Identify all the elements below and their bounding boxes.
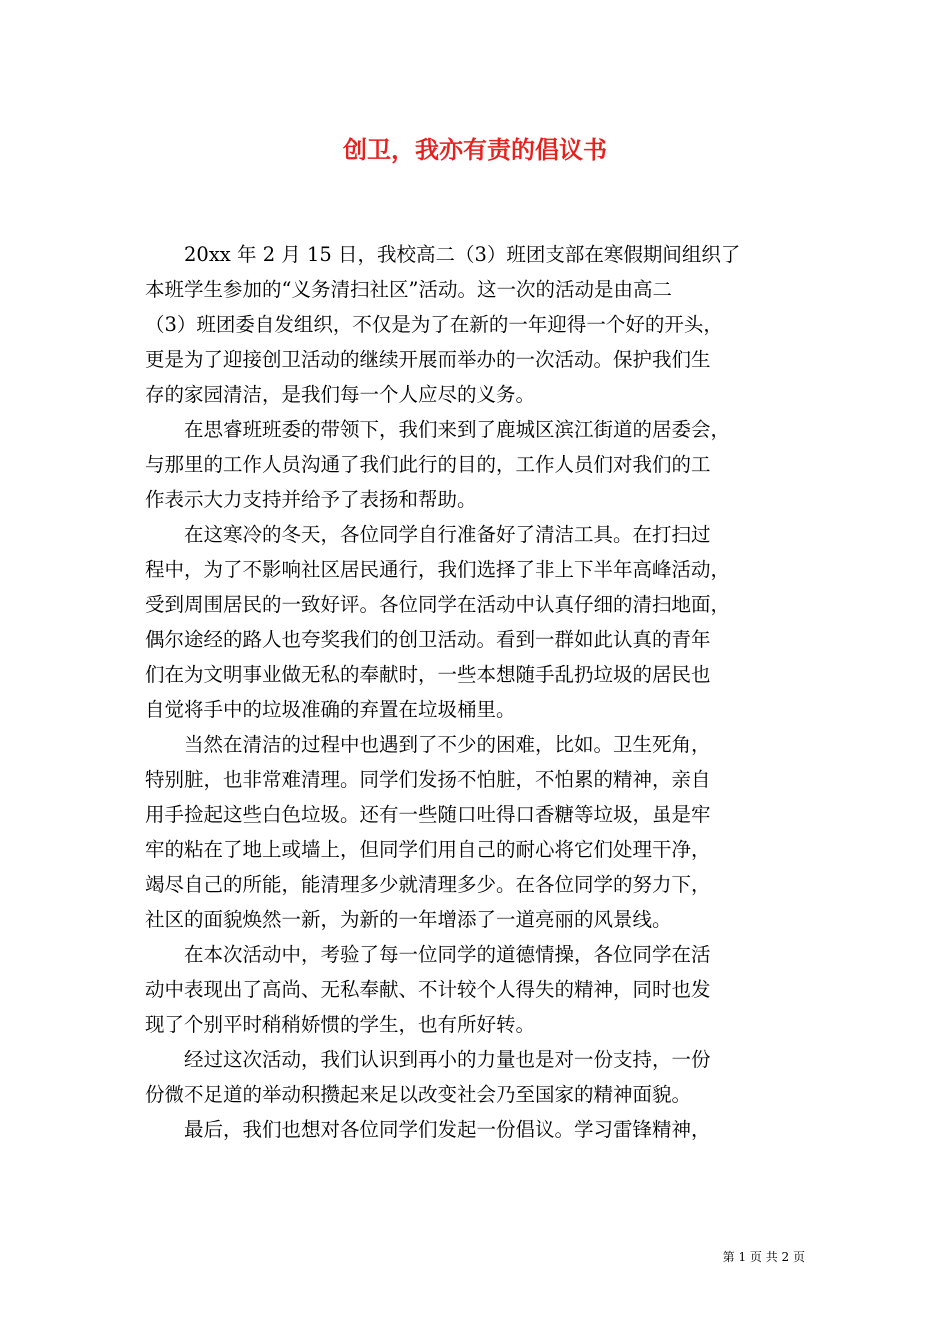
- text-line: 竭尽自己的所能，能清理多少就清理多少。在各位同学的努力下，: [145, 873, 711, 896]
- text-line: 在这寒冷的冬天，各位同学自行准备好了清洁工具。在打扫过: [184, 523, 711, 546]
- text-line: 存的家园清洁，是我们每一个人应尽的义务。: [145, 383, 536, 406]
- text-line: 自觉将手中的垃圾准确的弃置在垃圾桶里。: [145, 698, 516, 721]
- text-line: 更是为了迎接创卫活动的继续开展而举办的一次活动。保护我们生: [145, 348, 711, 371]
- document-body: [145, 237, 805, 1147]
- text-line: 最后，我们也想对各位同学们发起一份倡议。学习雷锋精神，: [184, 1118, 711, 1141]
- text-line: 特别脏，也非常难清理。同学们发扬不怕脏，不怕累的精神，亲自: [145, 768, 711, 791]
- text-line: 动中表现出了高尚、无私奉献、不计较个人得失的精神，同时也发: [145, 978, 711, 1001]
- text-line: 在本次活动中，考验了每一位同学的道德情操，各位同学在活: [184, 943, 711, 966]
- text-line: 牢的粘在了地上或墙上，但同学们用自己的耐心将它们处理干净，: [145, 838, 711, 861]
- text-line: 当然在清洁的过程中也遇到了不少的困难，比如。卫生死角，: [184, 733, 711, 756]
- text-line: （3）班团委自发组织，不仅是为了在新的一年迎得一个好的开头，: [145, 313, 723, 336]
- text-line: 现了个别平时稍稍娇惯的学生，也有所好转。: [145, 1013, 536, 1036]
- document-title: 创卫，我亦有责的倡议书: [343, 135, 607, 164]
- text-line: 用手捡起这些白色垃圾。还有一些随口吐得口香糖等垃圾，虽是牢: [145, 803, 711, 826]
- text-line: 程中，为了不影响社区居民通行，我们选择了非上下半年高峰活动，: [145, 558, 731, 581]
- text-line: 们在为文明事业做无私的奉献时，一些本想随手乱扔垃圾的居民也: [145, 663, 711, 686]
- text-line: 20xx 年 2 月 15 日，我校高二（3）班团支部在寒假期间组织了: [184, 243, 741, 266]
- page-number: 第 1 页 共 2 页: [722, 1250, 805, 1264]
- text-line: 经过这次活动，我们认识到再小的力量也是对一份支持，一份: [184, 1048, 711, 1071]
- text-line: 在思睿班班委的带领下，我们来到了鹿城区滨江街道的居委会，: [184, 418, 731, 441]
- text-line: 偶尔途经的路人也夸奖我们的创卫活动。看到一群如此认真的青年: [145, 628, 711, 651]
- text-line: 本班学生参加的“义务清扫社区”活动。这一次的活动是由高二: [145, 278, 672, 301]
- text-line: 社区的面貌焕然一新，为新的一年增添了一道亮丽的风景线。: [145, 908, 672, 931]
- text-line: 受到周围居民的一致好评。各位同学在活动中认真仔细的清扫地面，: [145, 593, 731, 616]
- text-line: 作表示大力支持并给予了表扬和帮助。: [145, 488, 477, 511]
- text-line: 与那里的工作人员沟通了我们此行的目的，工作人员们对我们的工: [145, 453, 711, 476]
- text-line: 份微不足道的举动积攒起来足以改变社会乃至国家的精神面貌。: [145, 1083, 692, 1106]
